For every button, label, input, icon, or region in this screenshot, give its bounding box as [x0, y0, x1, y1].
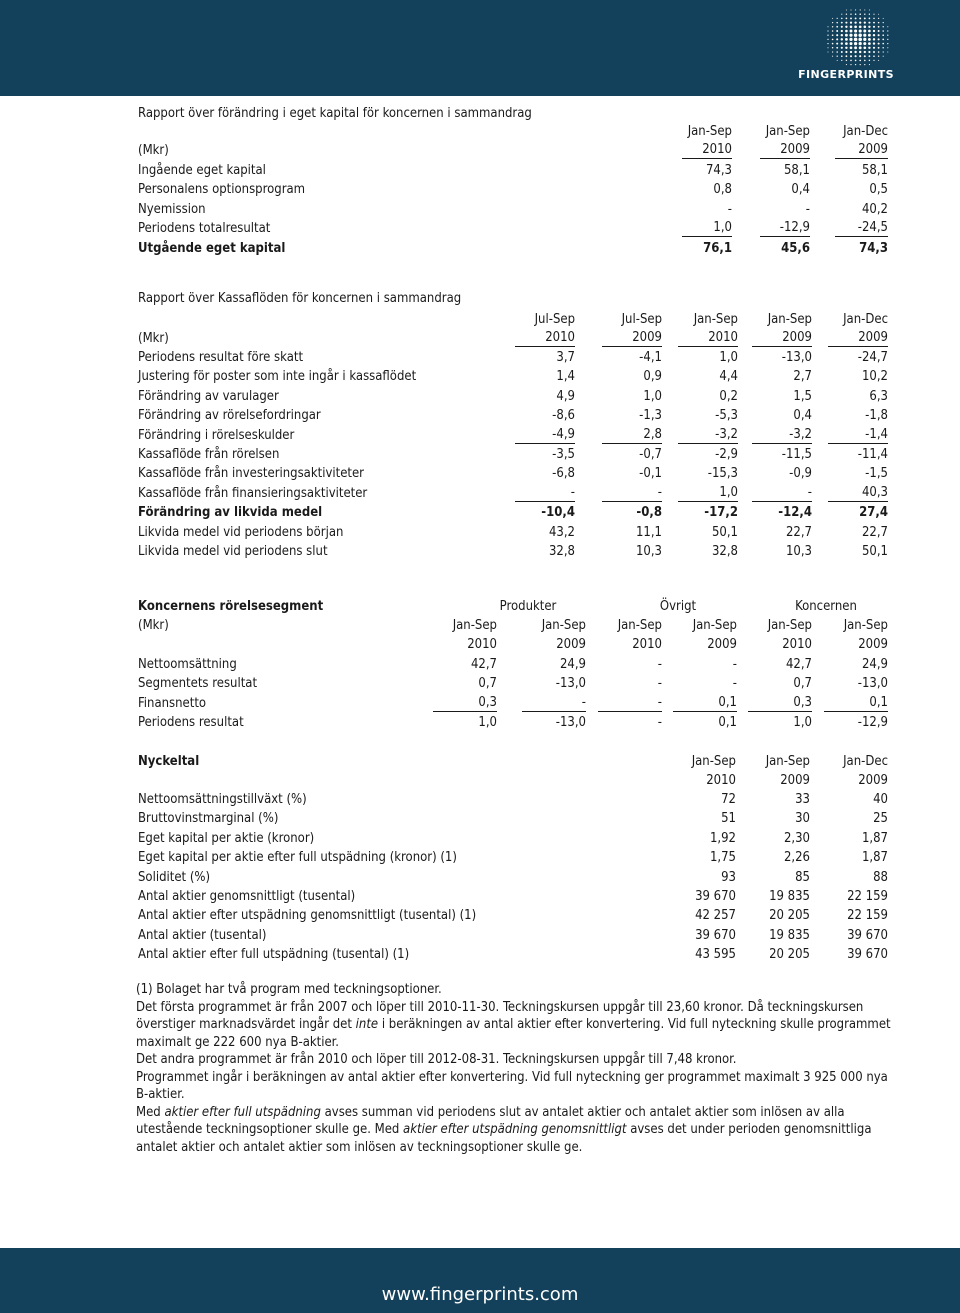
row-label: Bruttovinstmarginal (%) — [138, 811, 279, 827]
cell-value: -2,9 — [715, 447, 738, 462]
row-label: Förändring av likvida medel — [138, 505, 323, 521]
cell-value: -11,4 — [857, 447, 888, 462]
cell-value: -12,9 — [857, 715, 888, 731]
cell-value: 1,5 — [793, 388, 812, 404]
table-row — [138, 790, 890, 809]
column-header: Jan-Sep — [692, 618, 737, 633]
footnotes — [136, 981, 896, 1156]
column-header: Jan-Sep — [691, 754, 736, 769]
cell-value: 43 595 — [695, 947, 736, 963]
cell-value: - — [598, 694, 662, 712]
cell-value: 2,8 — [602, 426, 662, 444]
cell-value: -0,7 — [639, 447, 662, 462]
column-year: 2009 — [752, 329, 812, 347]
cell-value: 0,7 — [793, 676, 812, 692]
header-band — [0, 0, 960, 96]
header-row — [138, 141, 890, 160]
cell-value: 1,0 — [719, 350, 738, 365]
table-row — [138, 829, 890, 848]
cell-value: - — [732, 657, 737, 672]
row-label: (Mkr) — [138, 143, 169, 158]
row-label: Förändring i rörelseskulder — [138, 427, 295, 443]
segment-group-header: Produkter — [499, 599, 557, 614]
row-label: Personalens optionsprogram — [138, 182, 306, 198]
cell-value: 10,2 — [861, 369, 888, 385]
cell-value: -1,8 — [865, 408, 888, 424]
cell-value: 1,0 — [643, 388, 662, 404]
cell-value: 1,4 — [556, 369, 575, 385]
cell-value: 24,9 — [861, 657, 888, 672]
table-row — [138, 122, 890, 141]
column-header: Jul-Sep — [534, 312, 575, 327]
row-label: Utgående eget kapital — [138, 240, 286, 256]
segments-title: Koncernens rörelsesegment — [138, 599, 324, 614]
column-year: 2010 — [682, 141, 732, 159]
cell-value: -15,3 — [707, 466, 738, 482]
column-year: 2010 — [706, 773, 736, 788]
cell-value: 1,92 — [709, 830, 736, 846]
note-1: (1) Bolaget har två program med teckningsoptioner. — [136, 982, 442, 997]
cell-value: 58,1 — [861, 163, 888, 178]
equity-title: Rapport över förändring i eget kapital för koncernen i sammandrag — [138, 106, 532, 121]
cell-value: 2,7 — [793, 369, 812, 385]
column-header: Jan-Dec — [843, 312, 888, 327]
row-label: Ingående eget kapital — [138, 163, 266, 178]
column-header: Jan-Sep — [617, 618, 662, 633]
cell-value: 25 — [873, 811, 888, 827]
table-row — [138, 848, 890, 867]
column-header: Jan-Sep — [765, 754, 810, 769]
row-label: Kassaflöde från rörelsen — [138, 447, 280, 462]
row-label: Justering för poster som inte ingår i kassaflödet — [138, 369, 417, 385]
cell-value: - — [657, 657, 662, 672]
keyfigures-title: Nyckeltal — [138, 754, 200, 769]
column-header: Jan-Dec — [843, 754, 888, 769]
cell-value: - — [752, 484, 812, 502]
column-year: 2009 — [828, 329, 888, 347]
cell-value: -12,4 — [778, 505, 812, 521]
row-label: Antal aktier (tusental) — [138, 927, 267, 943]
table-row — [138, 219, 890, 238]
column-year: 2010 — [467, 637, 497, 652]
table-row — [138, 926, 890, 945]
note-3: Det andra programmet är från 2010 och löper till 2012-08-31. Teckningskursen uppgår till 7,48 kronor. — [136, 1052, 737, 1067]
cell-value: 1,75 — [709, 850, 736, 866]
row-label: (Mkr) — [138, 618, 169, 633]
cell-value: 85 — [795, 869, 810, 885]
column-header: Jan-Sep — [843, 618, 888, 633]
cell-value: 33 — [795, 792, 810, 807]
table-row — [138, 694, 890, 713]
column-header: Jan-Sep — [693, 312, 738, 327]
cell-value: 39 670 — [695, 889, 736, 904]
cell-value: - — [657, 715, 662, 731]
row-label: Nettoomsättningstillväxt (%) — [138, 792, 307, 807]
cell-value: - — [657, 676, 662, 692]
cell-value: -3,5 — [552, 447, 575, 462]
row-label: Antal aktier efter full utspädning (tusental) (1) — [138, 947, 410, 963]
cell-value: 0,1 — [673, 694, 737, 712]
table-row — [138, 367, 890, 386]
cashflow-title: Rapport över Kassaflöden för koncernen i sammandrag — [138, 291, 462, 306]
row-label: Kassaflöde från finansieringsaktiviteter — [138, 485, 368, 501]
table-row — [138, 771, 890, 790]
note-4: Programmet ingår i beräkningen av antal aktier efter konvertering. Vid full nyteckning ger programmet maximalt 3 925 000 nya B-aktier. — [136, 1069, 888, 1102]
row-label: Likvida medel vid periodens början — [138, 524, 344, 540]
cell-value: 20 205 — [769, 947, 810, 963]
cell-value: -6,8 — [552, 466, 575, 482]
cell-value: 40,3 — [828, 484, 888, 502]
cell-value: 39 670 — [847, 947, 888, 963]
column-year: 2009 — [602, 329, 662, 347]
cell-value: -0,8 — [636, 505, 662, 521]
segment-group-header: Koncernen — [795, 599, 857, 614]
table-row — [138, 809, 890, 828]
cell-value: 32,8 — [711, 544, 738, 559]
cell-value: -3,2 — [752, 426, 812, 444]
cell-value: 6,3 — [869, 388, 888, 404]
cell-value: 3,7 — [556, 350, 575, 365]
table-row — [138, 503, 890, 522]
cell-value: - — [515, 484, 575, 502]
cell-value: 0,4 — [793, 408, 812, 424]
row-label: Periodens resultat före skatt — [138, 350, 304, 365]
cell-value: -13,0 — [781, 350, 812, 365]
cell-value: 27,4 — [859, 505, 888, 521]
cell-value: 22,7 — [785, 524, 812, 540]
cell-value: 72 — [721, 792, 736, 807]
cell-value: 1,0 — [478, 715, 497, 731]
cell-value: 0,3 — [433, 694, 497, 712]
row-label: Eget kapital per aktie (kronor) — [138, 830, 315, 846]
row-label: Soliditet (%) — [138, 869, 211, 885]
cell-value: 58,1 — [783, 163, 810, 178]
table-row — [138, 464, 890, 483]
table-row — [138, 310, 890, 329]
cell-value: -0,1 — [639, 466, 662, 482]
table-row — [138, 887, 890, 906]
column-header: Jan-Sep — [767, 312, 812, 327]
table-row — [138, 906, 890, 925]
cell-value: 32,8 — [548, 544, 575, 559]
column-header: Jan-Sep — [452, 618, 497, 633]
cell-value: 74,3 — [859, 240, 888, 256]
column-year: 2010 — [515, 329, 575, 347]
cell-value: -11,5 — [781, 447, 812, 462]
cell-value: 1,0 — [793, 715, 812, 731]
segments-title-row — [138, 597, 890, 616]
cell-value: 20 205 — [769, 908, 810, 924]
note-5: Med aktier efter full utspädning avses summan vid periodens slut av antalet aktier och antalet aktier som inlösen av alla utestående teckningsoptioner skulle ge. Med aktier efter utspädning genomsnittligt avses det under perioden genomsnittliga antalet aktier och antalet aktier som inlösen av teckningsoptioner skulle ge. — [136, 1104, 872, 1155]
column-header: Jan-Sep — [767, 618, 812, 633]
cell-value: 0,3 — [748, 694, 812, 712]
row-label: Finansnetto — [138, 695, 207, 711]
table-row — [138, 348, 890, 367]
cell-value: 10,3 — [635, 544, 662, 559]
cell-value: - — [602, 484, 662, 502]
row-label: Antal aktier efter utspädning genomsnittligt (tusental) (1) — [138, 908, 477, 924]
cell-value: 93 — [721, 869, 736, 885]
cell-value: 88 — [873, 869, 888, 885]
cell-value: 39 670 — [847, 927, 888, 943]
cell-value: 74,3 — [705, 163, 732, 178]
row-label: Eget kapital per aktie efter full utspädning (kronor) (1) — [138, 850, 457, 866]
column-header: Jan-Sep — [765, 124, 810, 139]
cell-value: -10,4 — [541, 505, 575, 521]
cell-value: 0,7 — [478, 676, 497, 692]
cell-value: 1,0 — [678, 484, 738, 502]
row-label: Kassaflöde från investeringsaktiviteter — [138, 466, 364, 482]
cell-value: 40,2 — [861, 201, 888, 217]
table-row — [138, 180, 890, 199]
cell-value: 1,0 — [682, 219, 732, 237]
cell-value: 4,4 — [719, 369, 738, 385]
cell-value: 4,9 — [556, 388, 575, 404]
row-label: Likvida medel vid periodens slut — [138, 544, 328, 559]
cell-value: - — [522, 694, 586, 712]
cell-value: 0,1 — [824, 694, 888, 712]
column-year: 2010 — [678, 329, 738, 347]
header-row — [138, 329, 890, 348]
row-label: Nettoomsättning — [138, 657, 237, 672]
cell-value: 40 — [873, 792, 888, 807]
cell-value: 42,7 — [785, 657, 812, 672]
table-row — [138, 484, 890, 503]
row-label: Förändring av rörelsefordringar — [138, 408, 321, 424]
table-row — [138, 523, 890, 542]
row-label: Nyemission — [138, 201, 206, 217]
table-row — [138, 542, 890, 561]
cell-value: -13,0 — [555, 715, 586, 731]
cell-value: 39 670 — [695, 927, 736, 943]
table-row — [138, 868, 890, 887]
cell-value: -8,6 — [552, 408, 575, 424]
cell-value: 0,2 — [719, 388, 738, 404]
column-year: 2010 — [632, 637, 662, 652]
cell-value: -13,0 — [555, 676, 586, 692]
cell-value: -1,5 — [865, 466, 888, 482]
table-row — [138, 674, 890, 693]
note-2: Det första programmet är från 2007 och löper till 2010-11-30. Teckningskursen uppgår till 23,60 kronor. Då teckningskursen överstiger marknadsvärdet ingår det inte i beräkningen av antal aktier efter konvertering. Vid full nyteckning skulle programmet maximalt ge 222 600 nya B-aktier. — [136, 999, 891, 1050]
header-row — [138, 616, 890, 635]
cell-value: -4,1 — [639, 350, 662, 365]
cell-value: 50,1 — [861, 544, 888, 559]
cell-value: -5,3 — [715, 408, 738, 424]
cell-value: 0,8 — [713, 182, 732, 198]
cell-value: 22 159 — [847, 908, 888, 924]
cell-value: 0,9 — [643, 369, 662, 385]
cell-value: 0,5 — [869, 182, 888, 198]
cell-value: 42,7 — [470, 657, 497, 672]
column-header: Jul-Sep — [621, 312, 662, 327]
cell-value: 76,1 — [703, 240, 732, 256]
cell-value: 0,4 — [791, 182, 810, 198]
cell-value: - — [732, 676, 737, 692]
cell-value: 1,87 — [861, 830, 888, 846]
cell-value: 1,87 — [861, 850, 888, 866]
cell-value: -0,9 — [789, 466, 812, 482]
row-label: (Mkr) — [138, 331, 169, 346]
cell-value: 42 257 — [695, 908, 736, 924]
cell-value: 51 — [721, 811, 736, 827]
cell-value: 50,1 — [711, 524, 738, 540]
cell-value: 10,3 — [785, 544, 812, 559]
table-row — [138, 387, 890, 406]
cell-value: 24,9 — [559, 657, 586, 672]
cell-value: - — [727, 201, 732, 217]
cell-value: -1,4 — [828, 426, 888, 444]
cell-value: -24,5 — [835, 219, 888, 237]
cell-value: -3,2 — [678, 426, 738, 444]
column-header: Jan-Sep — [687, 124, 732, 139]
website-link[interactable]: www.fingerprints.com — [381, 1284, 579, 1305]
column-header: Jan-Sep — [541, 618, 586, 633]
row-label: Segmentets resultat — [138, 676, 258, 692]
row-label: Antal aktier genomsnittligt (tusental) — [138, 889, 356, 904]
column-year: 2009 — [760, 141, 810, 159]
cell-value: 19 835 — [769, 889, 810, 904]
cell-value: -4,9 — [515, 426, 575, 444]
table-row — [138, 445, 890, 464]
keyfigures-title-row — [138, 752, 890, 771]
table-row — [138, 239, 890, 258]
table-row — [138, 200, 890, 219]
row-label: Periodens resultat — [138, 715, 244, 731]
cell-value: -13,0 — [857, 676, 888, 692]
table-row — [138, 161, 890, 180]
column-year: 2009 — [780, 773, 810, 788]
column-year: 2009 — [858, 773, 888, 788]
column-year: 2009 — [707, 637, 737, 652]
cell-value: 11,1 — [635, 524, 662, 540]
segment-group-header: Övrigt — [659, 599, 697, 614]
column-year: 2010 — [782, 637, 812, 652]
cell-value: 43,2 — [548, 524, 575, 540]
table-row — [138, 713, 890, 732]
table-row — [138, 635, 890, 654]
cell-value: - — [805, 201, 810, 217]
cell-value: -24,7 — [857, 350, 888, 365]
table-row — [138, 406, 890, 425]
table-row — [138, 426, 890, 445]
column-year: 2009 — [835, 141, 888, 159]
table-row — [138, 945, 890, 964]
column-header: Jan-Dec — [843, 124, 888, 139]
cell-value: 22,7 — [861, 524, 888, 540]
row-label: Förändring av varulager — [138, 388, 279, 404]
cell-value: 45,6 — [781, 240, 810, 256]
table-row — [138, 655, 890, 674]
cell-value: 22 159 — [847, 889, 888, 904]
cell-value: 19 835 — [769, 927, 810, 943]
cell-value: -12,9 — [760, 219, 810, 237]
cell-value: -17,2 — [704, 505, 738, 521]
cell-value: -1,3 — [639, 408, 662, 424]
cell-value: 2,26 — [783, 850, 810, 866]
row-label: Periodens totalresultat — [138, 221, 271, 237]
cell-value: 0,1 — [718, 715, 737, 731]
cell-value: 2,30 — [783, 830, 810, 846]
column-year: 2009 — [858, 637, 888, 652]
cell-value: 30 — [795, 811, 810, 827]
column-year: 2009 — [556, 637, 586, 652]
brand-name: FINGERPRINTS — [798, 68, 894, 81]
